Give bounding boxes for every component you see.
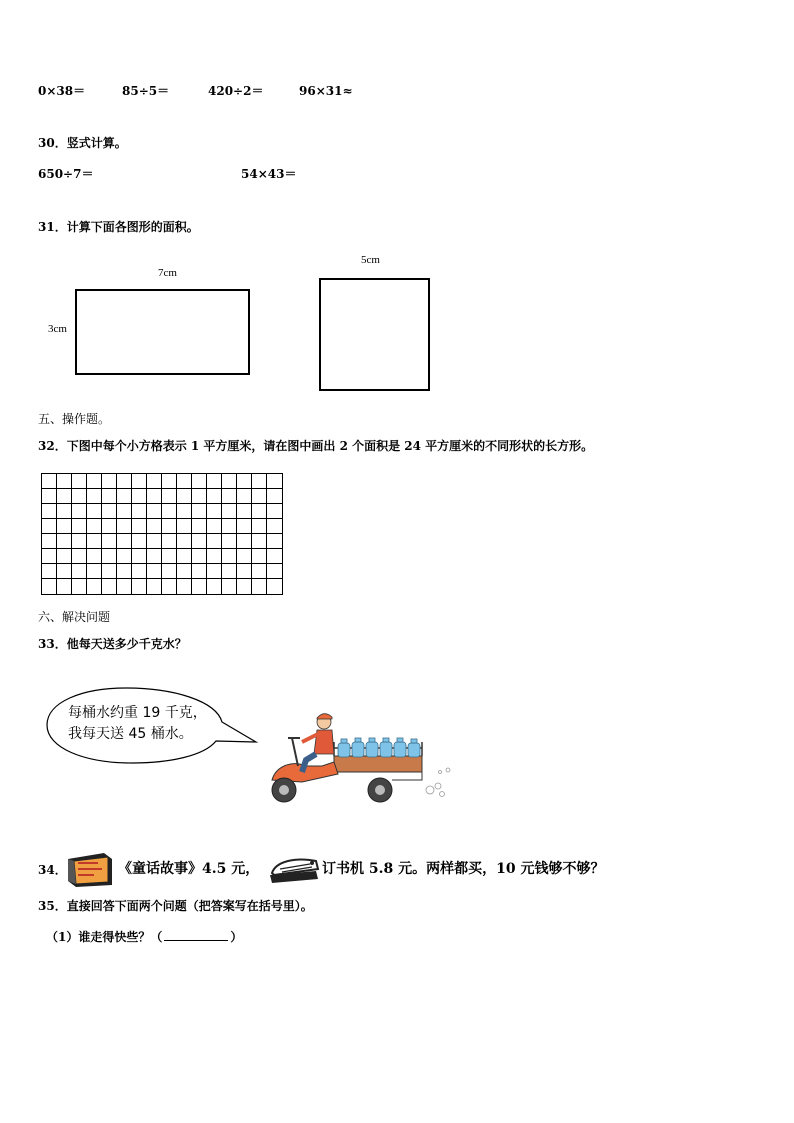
q34-stapler-text: 订书机 5.8 元。两样都买，10 元钱够不够？	[322, 861, 605, 877]
bubble-line-2: 我每天送 45 桶水。	[68, 726, 193, 742]
q31-title: 31．计算下面各图形的面积。	[38, 220, 199, 234]
water-delivery-tricycle-illustration	[262, 710, 457, 810]
q30-title: 30．竖式计算。	[38, 136, 127, 150]
rect-height-label: 3cm	[48, 323, 67, 335]
rectangle-figure	[75, 289, 250, 375]
q34-number: 34．	[38, 863, 67, 877]
calc-item-3: 420÷2＝	[208, 84, 264, 98]
storybook-icon	[64, 849, 116, 889]
square-grid[interactable]	[40, 472, 285, 596]
square-side-label: 5cm	[361, 254, 380, 266]
q35-sub1-suffix: ）	[230, 930, 243, 944]
q30-item-1: 650÷7＝	[38, 167, 94, 181]
calc-item-1: 0×38＝	[38, 84, 86, 98]
section6-title: 六、解决问题	[38, 610, 111, 624]
calc-item-4: 96×31≈	[299, 84, 353, 98]
q32-title: 32．下图中每个小方格表示 1 平方厘米，请在图中画出 2 个面积是 24 平方厘米的不同形状的长方形。	[38, 439, 594, 453]
bubble-line-1: 每桶水约重 19 千克，	[68, 705, 207, 721]
q35-title: 35．直接回答下面两个问题（把答案写在括号里）。	[38, 899, 313, 913]
rect-width-label: 7cm	[158, 267, 177, 279]
calc-item-2: 85÷5＝	[122, 84, 170, 98]
q30-item-2: 54×43＝	[241, 167, 297, 181]
answer-blank[interactable]	[164, 940, 228, 941]
q35-sub1-prefix: （1）谁走得快些？（	[46, 930, 163, 944]
q33-title: 33．他每天送多少千克水？	[38, 637, 187, 651]
square-figure	[319, 278, 430, 391]
q35-sub1	[46, 931, 242, 943]
section5-title: 五、操作题。	[38, 412, 111, 426]
q34-book-text: 《童话故事》4.5 元，	[118, 861, 260, 877]
stapler-icon	[266, 853, 322, 885]
